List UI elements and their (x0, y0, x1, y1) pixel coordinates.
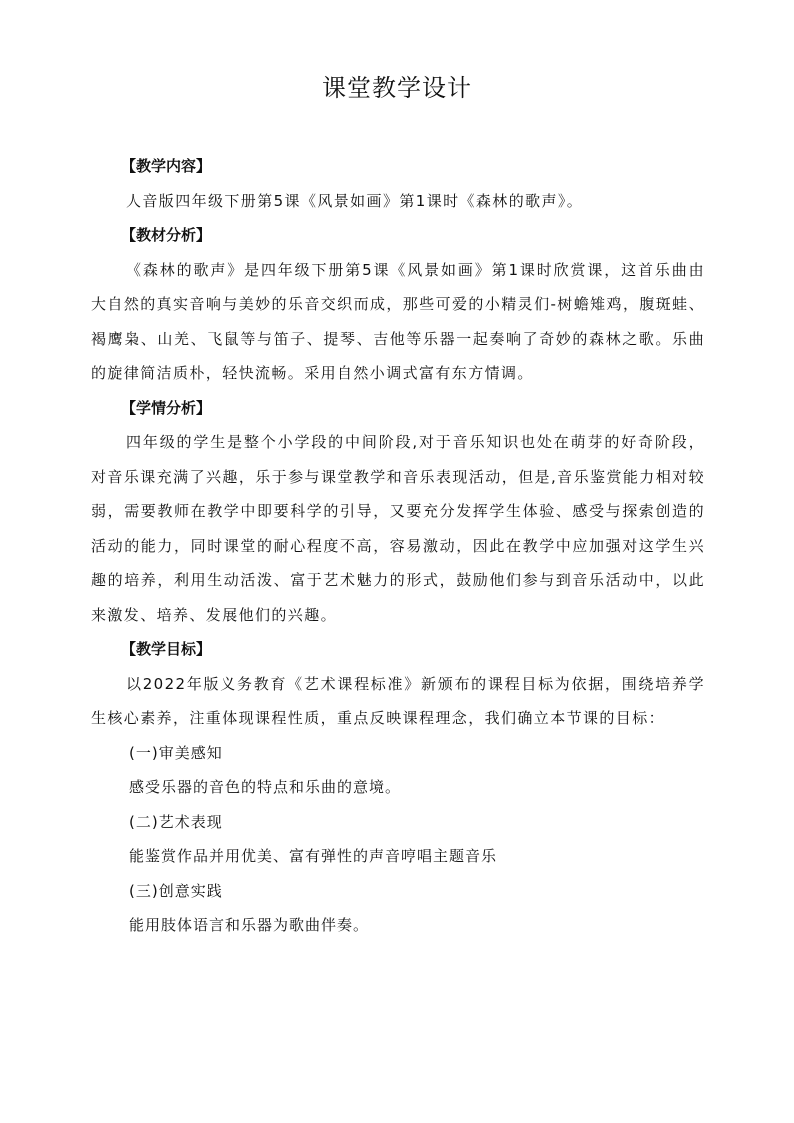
page-title: 课堂教学设计 (322, 74, 472, 102)
goal-item-text: 感受乐器的音色的特点和乐曲的意境。 (129, 778, 402, 796)
document-body (91, 149, 705, 943)
goal-item-text: 能鉴赏作品并用优美、富有弹性的声音哼唱主题音乐 (129, 847, 498, 865)
content-paragraph: 人音版四年级下册第5课《风景如画》第1课时《森林的歌声》。 (126, 191, 584, 210)
section-heading-material: 【教材分析】 (121, 226, 212, 244)
students-paragraph: 四年级的学生是整个小学段的中间阶段,对于音乐知识也处在萌芽的好奇阶段，对音乐课充满了兴趣，乐于参与课堂教学和音乐表现活动，但是,音乐鉴赏能力相对较弱，需要教师在教学中即要科学的引导，又要充分发挥学生体验、感受与探索创造的活动的能力，同时课堂的耐心程度不高，容易激动，因此在教学中应加强对这学生兴趣的培养，利用生动活泼、富于艺术魅力的形式，鼓励他们参与到音乐活动中，以此来激发、培养、发展他们的兴趣。 (91, 433, 705, 624)
goal-item-label: (一)审美感知 (129, 743, 223, 762)
material-paragraph: 《森林的歌声》是四年级下册第5课《风景如画》第1课时欣赏课，这首乐曲由大自然的真实音响与美妙的乐音交织而成，那些可爱的小精灵们-树蟾雉鸡，腹斑蛙、褐鹰枭、山羌、飞鼠等与笛子、提琴、吉他等乐器一起奏响了奇妙的森林之歌。乐曲的旋律简洁质朴，轻快流畅。采用自然小调式富有东方情调。 (91, 260, 705, 382)
goal-item-label: (三)创意实践 (129, 881, 223, 900)
section-heading-students: 【学情分析】 (121, 398, 212, 417)
goals-intro-paragraph: 以2022年版义务教育《艺术课程标准》新颁布的课程目标为依据，围绕培养学生核心素养，注重体现课程性质，重点反映课程理念，我们确立本节课的目标： (91, 674, 705, 727)
goal-item-text: 能用肢体语言和乐器为歌曲伴奏。 (129, 916, 370, 934)
section-heading-content: 【教学内容】 (121, 157, 212, 175)
goal-item-label: (二)艺术表现 (129, 812, 223, 831)
section-heading-goals: 【教学目标】 (121, 640, 212, 658)
